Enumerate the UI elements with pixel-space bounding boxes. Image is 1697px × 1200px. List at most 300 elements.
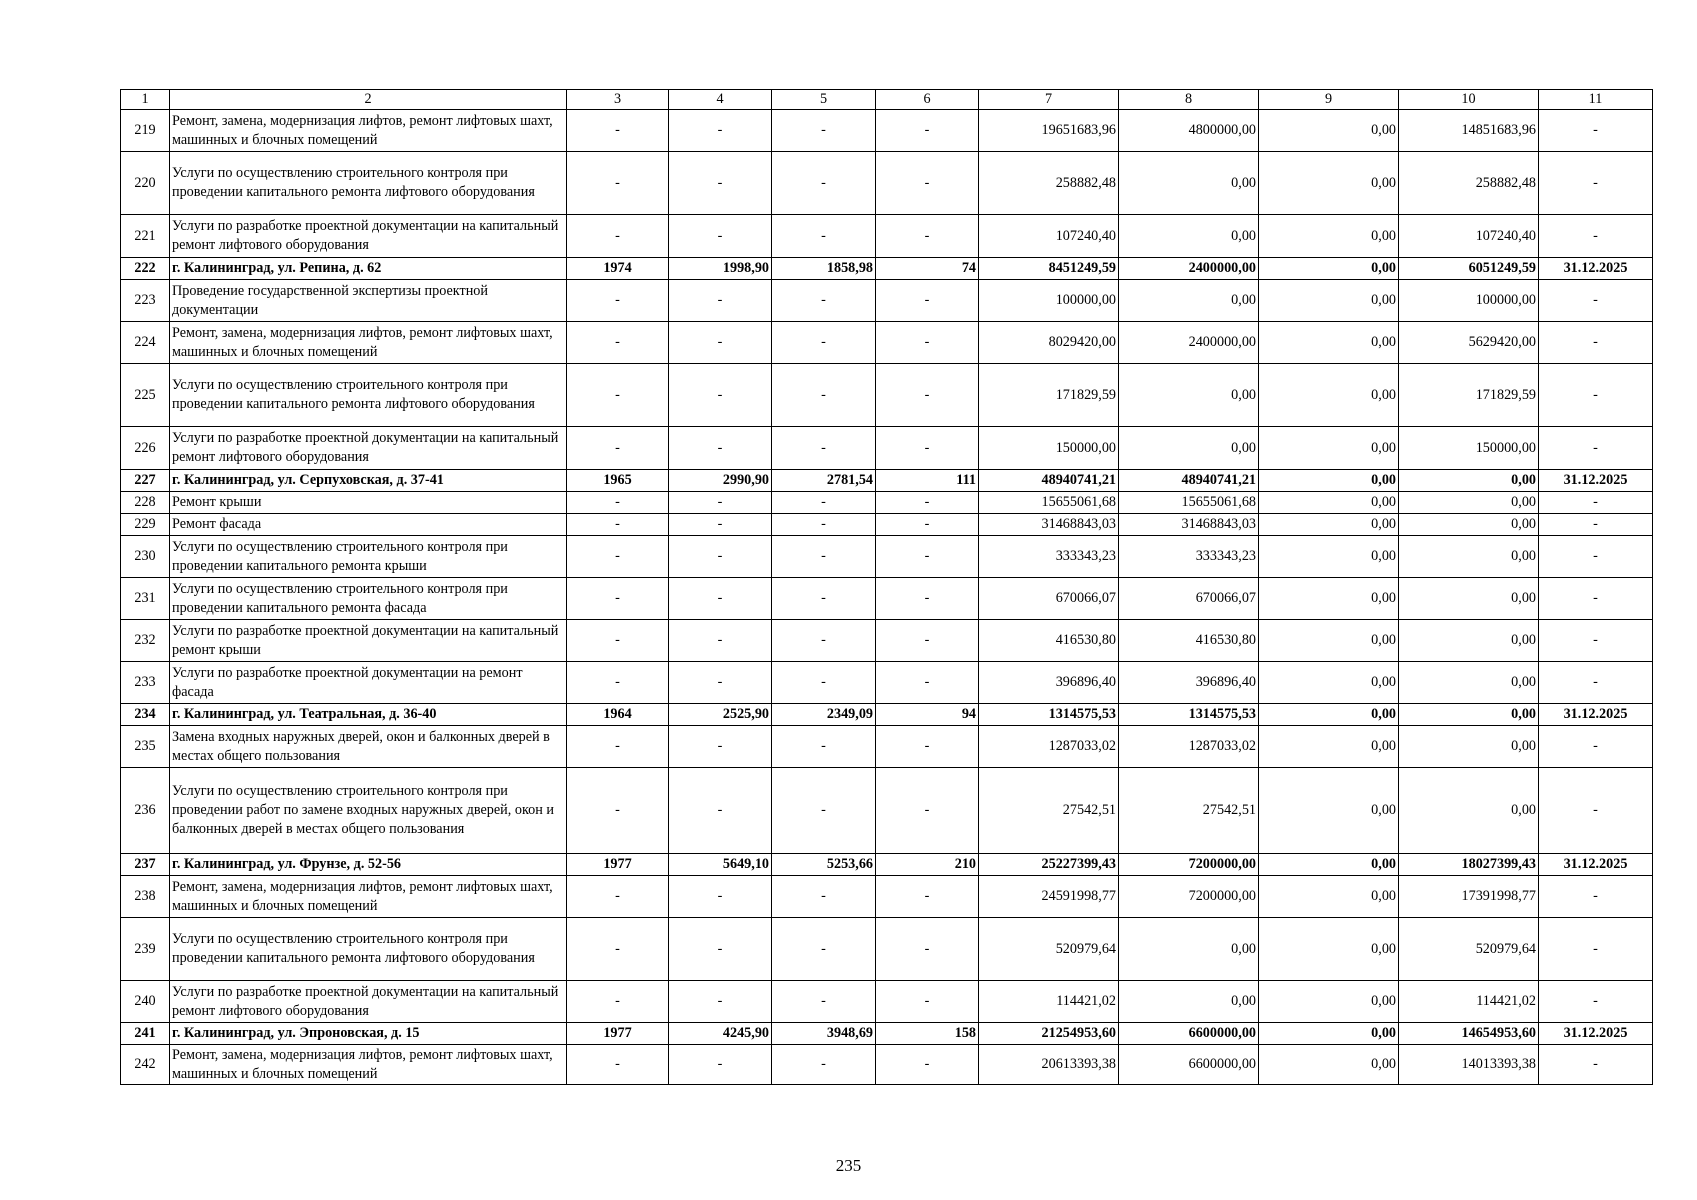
cell-row-number: 230 [121, 536, 170, 578]
cell-col-4: - [669, 280, 772, 322]
cell-col-3: - [567, 280, 669, 322]
cell-col-7: 8029420,00 [979, 322, 1119, 364]
cell-col-9: 0,00 [1259, 578, 1399, 620]
work-row [121, 364, 1653, 427]
cell-col-9: 0,00 [1259, 258, 1399, 280]
cell-col-5: - [772, 110, 876, 152]
cell-col-10: 150000,00 [1399, 427, 1539, 470]
cell-col-10: 18027399,43 [1399, 854, 1539, 876]
cell-col-10: 520979,64 [1399, 918, 1539, 981]
cell-col-5: - [772, 662, 876, 704]
cell-col-5: - [772, 492, 876, 514]
cell-col-4: - [669, 918, 772, 981]
cell-col-6: - [876, 662, 979, 704]
cell-col-3: - [567, 578, 669, 620]
cell-col-10: 14654953,60 [1399, 1023, 1539, 1045]
cell-col-4: - [669, 152, 772, 215]
table-body [121, 110, 1653, 1085]
col-header-5: 5 [772, 90, 876, 110]
cell-col-10: 0,00 [1399, 536, 1539, 578]
cell-col-5: - [772, 427, 876, 470]
cell-col-5: - [772, 768, 876, 854]
cell-work-name: Услуги по осуществлению строительного контроля при проведении капитального ремонта лифтового оборудования [170, 364, 567, 427]
cell-col-9: 0,00 [1259, 322, 1399, 364]
cell-col-9: 0,00 [1259, 726, 1399, 768]
cell-col-6: - [876, 876, 979, 918]
cell-col-10: 14013393,38 [1399, 1045, 1539, 1085]
cell-col-8: 48940741,21 [1119, 470, 1259, 492]
cell-col-7: 8451249,59 [979, 258, 1119, 280]
cell-col-5: - [772, 514, 876, 536]
cell-col-5: 2349,09 [772, 704, 876, 726]
cell-col-7: 520979,64 [979, 918, 1119, 981]
cell-col-5: - [772, 918, 876, 981]
cell-col-4: 4245,90 [669, 1023, 772, 1045]
cell-work-name: Услуги по осуществлению строительного контроля при проведении капитального ремонта лифтового оборудования [170, 152, 567, 215]
cell-col-7: 396896,40 [979, 662, 1119, 704]
cell-col-10: 6051249,59 [1399, 258, 1539, 280]
cell-col-8: 4800000,00 [1119, 110, 1259, 152]
cell-col-6: 210 [876, 854, 979, 876]
cell-col-10: 258882,48 [1399, 152, 1539, 215]
col-header-6: 6 [876, 90, 979, 110]
cell-col-8: 7200000,00 [1119, 854, 1259, 876]
cell-col-11: - [1539, 662, 1653, 704]
cell-col-7: 670066,07 [979, 578, 1119, 620]
cell-col-8: 2400000,00 [1119, 258, 1259, 280]
cell-col-5: - [772, 215, 876, 258]
cell-row-number: 223 [121, 280, 170, 322]
cell-col-3: - [567, 110, 669, 152]
cell-col-10: 14851683,96 [1399, 110, 1539, 152]
cell-row-number: 220 [121, 152, 170, 215]
cell-row-number: 240 [121, 981, 170, 1023]
work-row [121, 578, 1653, 620]
cell-col-3: 1974 [567, 258, 669, 280]
cell-col-6: - [876, 981, 979, 1023]
cell-col-6: 94 [876, 704, 979, 726]
cell-col-11: - [1539, 364, 1653, 427]
cell-col-4: - [669, 215, 772, 258]
cell-col-10: 0,00 [1399, 578, 1539, 620]
cell-col-7: 1314575,53 [979, 704, 1119, 726]
cell-row-number: 224 [121, 322, 170, 364]
cell-col-6: - [876, 110, 979, 152]
col-header-7: 7 [979, 90, 1119, 110]
cell-col-9: 0,00 [1259, 1045, 1399, 1085]
cell-work-name: Услуги по осуществлению строительного контроля при проведении капитального ремонта фасада [170, 578, 567, 620]
cell-col-10: 100000,00 [1399, 280, 1539, 322]
cell-col-10: 0,00 [1399, 620, 1539, 662]
cell-col-6: - [876, 918, 979, 981]
cell-col-7: 416530,80 [979, 620, 1119, 662]
cell-col-7: 15655061,68 [979, 492, 1119, 514]
cell-row-number: 242 [121, 1045, 170, 1085]
cell-col-4: - [669, 427, 772, 470]
cell-col-9: 0,00 [1259, 514, 1399, 536]
cell-col-4: - [669, 110, 772, 152]
cell-row-number: 227 [121, 470, 170, 492]
cell-row-number: 241 [121, 1023, 170, 1045]
address-row [121, 258, 1653, 280]
cell-col-9: 0,00 [1259, 280, 1399, 322]
work-row [121, 152, 1653, 215]
cell-col-7: 114421,02 [979, 981, 1119, 1023]
cell-col-3: - [567, 152, 669, 215]
cell-col-3: - [567, 662, 669, 704]
cell-col-4: - [669, 536, 772, 578]
cell-col-7: 48940741,21 [979, 470, 1119, 492]
cell-col-9: 0,00 [1259, 768, 1399, 854]
cell-work-name: Ремонт фасада [170, 514, 567, 536]
cell-work-name: Ремонт, замена, модернизация лифтов, ремонт лифтовых шахт, машинных и блочных помещений [170, 876, 567, 918]
cell-work-name: Услуги по разработке проектной документации на капитальный ремонт крыши [170, 620, 567, 662]
cell-col-5: - [772, 536, 876, 578]
cell-work-name: Замена входных наружных дверей, окон и балконных дверей в местах общего пользования [170, 726, 567, 768]
cell-col-5: - [772, 1045, 876, 1085]
cell-col-4: - [669, 620, 772, 662]
cell-work-name: Ремонт крыши [170, 492, 567, 514]
cell-col-4: - [669, 364, 772, 427]
cell-col-7: 333343,23 [979, 536, 1119, 578]
cell-col-9: 0,00 [1259, 364, 1399, 427]
cell-col-6: - [876, 768, 979, 854]
cell-col-6: - [876, 578, 979, 620]
cell-col-10: 0,00 [1399, 726, 1539, 768]
cell-col-6: 158 [876, 1023, 979, 1045]
cell-col-7: 107240,40 [979, 215, 1119, 258]
col-header-10: 10 [1399, 90, 1539, 110]
cell-col-3: 1977 [567, 854, 669, 876]
cell-col-9: 0,00 [1259, 981, 1399, 1023]
cell-col-5: 2781,54 [772, 470, 876, 492]
cell-col-10: 0,00 [1399, 768, 1539, 854]
cell-work-name: Услуги по осуществлению строительного контроля при проведении капитального ремонта лифтового оборудования [170, 918, 567, 981]
cell-col-11: 31.12.2025 [1539, 704, 1653, 726]
cell-col-3: - [567, 726, 669, 768]
cell-work-name: Ремонт, замена, модернизация лифтов, ремонт лифтовых шахт, машинных и блочных помещений [170, 1045, 567, 1085]
address-row [121, 704, 1653, 726]
cell-row-number: 236 [121, 768, 170, 854]
cell-work-name: Услуги по разработке проектной документации на ремонт фасада [170, 662, 567, 704]
cell-col-4: - [669, 1045, 772, 1085]
cell-col-6: - [876, 364, 979, 427]
cell-col-3: - [567, 876, 669, 918]
cell-col-7: 21254953,60 [979, 1023, 1119, 1045]
cell-col-5: - [772, 981, 876, 1023]
cell-work-name: Ремонт, замена, модернизация лифтов, ремонт лифтовых шахт, машинных и блочных помещений [170, 322, 567, 364]
cell-col-7: 150000,00 [979, 427, 1119, 470]
col-header-9: 9 [1259, 90, 1399, 110]
cell-col-8: 0,00 [1119, 215, 1259, 258]
cell-col-5: - [772, 726, 876, 768]
cell-col-10: 17391998,77 [1399, 876, 1539, 918]
cell-col-4: - [669, 578, 772, 620]
col-header-11: 11 [1539, 90, 1653, 110]
cell-col-5: - [772, 152, 876, 215]
cell-col-11: - [1539, 981, 1653, 1023]
col-header-4: 4 [669, 90, 772, 110]
cell-col-8: 416530,80 [1119, 620, 1259, 662]
cell-col-6: - [876, 492, 979, 514]
cell-col-5: 3948,69 [772, 1023, 876, 1045]
cell-row-number: 233 [121, 662, 170, 704]
work-row [121, 1045, 1653, 1085]
cell-col-4: 2990,90 [669, 470, 772, 492]
cell-col-3: - [567, 536, 669, 578]
cell-col-9: 0,00 [1259, 470, 1399, 492]
cell-col-3: - [567, 918, 669, 981]
cell-row-number: 226 [121, 427, 170, 470]
cell-col-11: 31.12.2025 [1539, 470, 1653, 492]
capital-repair-table [120, 89, 1653, 1085]
cell-col-8: 396896,40 [1119, 662, 1259, 704]
cell-col-8: 15655061,68 [1119, 492, 1259, 514]
cell-work-name: г. Калининград, ул. Серпуховская, д. 37-41 [170, 470, 567, 492]
cell-col-9: 0,00 [1259, 662, 1399, 704]
cell-col-9: 0,00 [1259, 620, 1399, 662]
cell-col-3: - [567, 364, 669, 427]
cell-col-8: 27542,51 [1119, 768, 1259, 854]
cell-col-8: 6600000,00 [1119, 1023, 1259, 1045]
work-row [121, 662, 1653, 704]
cell-col-11: - [1539, 215, 1653, 258]
cell-col-3: 1965 [567, 470, 669, 492]
cell-col-9: 0,00 [1259, 427, 1399, 470]
cell-row-number: 228 [121, 492, 170, 514]
cell-col-5: - [772, 322, 876, 364]
cell-col-9: 0,00 [1259, 110, 1399, 152]
address-row [121, 470, 1653, 492]
work-row [121, 918, 1653, 981]
cell-row-number: 219 [121, 110, 170, 152]
cell-col-11: - [1539, 876, 1653, 918]
cell-col-10: 107240,40 [1399, 215, 1539, 258]
cell-col-6: - [876, 280, 979, 322]
cell-col-9: 0,00 [1259, 492, 1399, 514]
cell-col-5: 5253,66 [772, 854, 876, 876]
cell-col-7: 19651683,96 [979, 110, 1119, 152]
cell-col-5: - [772, 280, 876, 322]
cell-work-name: г. Калининград, ул. Эпроновская, д. 15 [170, 1023, 567, 1045]
cell-col-11: - [1539, 1045, 1653, 1085]
cell-row-number: 232 [121, 620, 170, 662]
cell-col-5: - [772, 364, 876, 427]
cell-col-8: 0,00 [1119, 918, 1259, 981]
cell-work-name: Ремонт, замена, модернизация лифтов, ремонт лифтовых шахт, машинных и блочных помещений [170, 110, 567, 152]
cell-col-8: 0,00 [1119, 364, 1259, 427]
cell-col-5: - [772, 876, 876, 918]
cell-col-11: 31.12.2025 [1539, 854, 1653, 876]
cell-col-11: 31.12.2025 [1539, 1023, 1653, 1045]
cell-col-3: - [567, 1045, 669, 1085]
cell-col-9: 0,00 [1259, 1023, 1399, 1045]
cell-col-4: - [669, 322, 772, 364]
cell-col-8: 333343,23 [1119, 536, 1259, 578]
cell-col-10: 171829,59 [1399, 364, 1539, 427]
cell-row-number: 231 [121, 578, 170, 620]
cell-col-3: - [567, 427, 669, 470]
cell-col-11: - [1539, 152, 1653, 215]
cell-col-6: - [876, 514, 979, 536]
cell-col-11: - [1539, 280, 1653, 322]
cell-col-6: - [876, 152, 979, 215]
work-row [121, 768, 1653, 854]
cell-col-7: 20613393,38 [979, 1045, 1119, 1085]
cell-col-4: 2525,90 [669, 704, 772, 726]
cell-row-number: 225 [121, 364, 170, 427]
cell-col-3: - [567, 981, 669, 1023]
cell-col-5: 1858,98 [772, 258, 876, 280]
cell-work-name: Услуги по разработке проектной документации на капитальный ремонт лифтового оборудования [170, 427, 567, 470]
cell-row-number: 222 [121, 258, 170, 280]
cell-col-8: 670066,07 [1119, 578, 1259, 620]
cell-col-3: 1964 [567, 704, 669, 726]
cell-col-11: - [1539, 427, 1653, 470]
cell-col-4: 5649,10 [669, 854, 772, 876]
cell-row-number: 234 [121, 704, 170, 726]
cell-col-8: 0,00 [1119, 427, 1259, 470]
header-row [121, 90, 1653, 110]
cell-col-3: 1977 [567, 1023, 669, 1045]
cell-work-name: Услуги по осуществлению строительного контроля при проведении работ по замене входных наружных дверей, окон и балконных дверей в местах общего пользования [170, 768, 567, 854]
work-row [121, 322, 1653, 364]
cell-col-10: 0,00 [1399, 704, 1539, 726]
cell-col-3: - [567, 514, 669, 536]
cell-col-6: - [876, 726, 979, 768]
cell-col-11: - [1539, 726, 1653, 768]
cell-col-10: 114421,02 [1399, 981, 1539, 1023]
cell-col-3: - [567, 620, 669, 662]
work-row [121, 726, 1653, 768]
cell-col-8: 0,00 [1119, 981, 1259, 1023]
cell-col-11: - [1539, 578, 1653, 620]
cell-row-number: 229 [121, 514, 170, 536]
cell-col-6: 111 [876, 470, 979, 492]
cell-col-5: - [772, 578, 876, 620]
cell-col-7: 171829,59 [979, 364, 1119, 427]
work-row [121, 981, 1653, 1023]
cell-col-4: - [669, 514, 772, 536]
cell-col-11: 31.12.2025 [1539, 258, 1653, 280]
cell-col-8: 0,00 [1119, 152, 1259, 215]
cell-col-7: 25227399,43 [979, 854, 1119, 876]
cell-col-8: 31468843,03 [1119, 514, 1259, 536]
work-row [121, 876, 1653, 918]
work-row [121, 215, 1653, 258]
cell-col-11: - [1539, 110, 1653, 152]
cell-col-4: - [669, 492, 772, 514]
cell-col-8: 2400000,00 [1119, 322, 1259, 364]
cell-col-11: - [1539, 322, 1653, 364]
cell-row-number: 237 [121, 854, 170, 876]
cell-col-10: 0,00 [1399, 492, 1539, 514]
cell-col-6: - [876, 536, 979, 578]
cell-col-4: - [669, 981, 772, 1023]
cell-col-6: - [876, 215, 979, 258]
work-row [121, 110, 1653, 152]
cell-col-6: - [876, 620, 979, 662]
cell-col-4: - [669, 876, 772, 918]
page-number: 235 [835, 1156, 862, 1175]
cell-col-4: 1998,90 [669, 258, 772, 280]
cell-col-11: - [1539, 768, 1653, 854]
cell-col-7: 27542,51 [979, 768, 1119, 854]
cell-col-4: - [669, 768, 772, 854]
cell-col-4: - [669, 726, 772, 768]
col-header-3: 3 [567, 90, 669, 110]
cell-col-9: 0,00 [1259, 854, 1399, 876]
cell-col-6: - [876, 1045, 979, 1085]
cell-work-name: Услуги по осуществлению строительного контроля при проведении капитального ремонта крыши [170, 536, 567, 578]
cell-row-number: 221 [121, 215, 170, 258]
address-row [121, 1023, 1653, 1045]
cell-col-10: 0,00 [1399, 514, 1539, 536]
work-row [121, 280, 1653, 322]
cell-col-9: 0,00 [1259, 152, 1399, 215]
cell-col-7: 258882,48 [979, 152, 1119, 215]
cell-col-11: - [1539, 536, 1653, 578]
cell-work-name: Услуги по разработке проектной документации на капитальный ремонт лифтового оборудования [170, 215, 567, 258]
cell-col-8: 0,00 [1119, 280, 1259, 322]
cell-col-9: 0,00 [1259, 876, 1399, 918]
cell-col-9: 0,00 [1259, 536, 1399, 578]
col-header-8: 8 [1119, 90, 1259, 110]
cell-col-6: - [876, 322, 979, 364]
cell-col-3: - [567, 492, 669, 514]
work-row [121, 536, 1653, 578]
cell-col-9: 0,00 [1259, 918, 1399, 981]
cell-work-name: Услуги по разработке проектной документации на капитальный ремонт лифтового оборудования [170, 981, 567, 1023]
cell-row-number: 238 [121, 876, 170, 918]
cell-row-number: 239 [121, 918, 170, 981]
cell-col-3: - [567, 215, 669, 258]
cell-row-number: 235 [121, 726, 170, 768]
cell-col-11: - [1539, 514, 1653, 536]
cell-col-11: - [1539, 492, 1653, 514]
cell-col-8: 7200000,00 [1119, 876, 1259, 918]
cell-col-6: - [876, 427, 979, 470]
cell-col-10: 0,00 [1399, 470, 1539, 492]
cell-col-10: 0,00 [1399, 662, 1539, 704]
cell-col-7: 1287033,02 [979, 726, 1119, 768]
cell-col-5: - [772, 620, 876, 662]
cell-col-4: - [669, 662, 772, 704]
cell-col-7: 31468843,03 [979, 514, 1119, 536]
cell-work-name: г. Калининград, ул. Репина, д. 62 [170, 258, 567, 280]
cell-col-10: 5629420,00 [1399, 322, 1539, 364]
cell-col-9: 0,00 [1259, 215, 1399, 258]
work-row [121, 514, 1653, 536]
cell-col-11: - [1539, 918, 1653, 981]
cell-col-11: - [1539, 620, 1653, 662]
cell-col-7: 24591998,77 [979, 876, 1119, 918]
cell-col-9: 0,00 [1259, 704, 1399, 726]
work-row [121, 620, 1653, 662]
cell-work-name: г. Калининград, ул. Театральная, д. 36-40 [170, 704, 567, 726]
col-header-1: 1 [121, 90, 170, 110]
cell-col-8: 1287033,02 [1119, 726, 1259, 768]
address-row [121, 854, 1653, 876]
col-header-2: 2 [170, 90, 567, 110]
cell-work-name: Проведение государственной экспертизы проектной документации [170, 280, 567, 322]
cell-col-7: 100000,00 [979, 280, 1119, 322]
cell-col-3: - [567, 768, 669, 854]
work-row [121, 492, 1653, 514]
cell-col-8: 1314575,53 [1119, 704, 1259, 726]
work-row [121, 427, 1653, 470]
cell-col-6: 74 [876, 258, 979, 280]
